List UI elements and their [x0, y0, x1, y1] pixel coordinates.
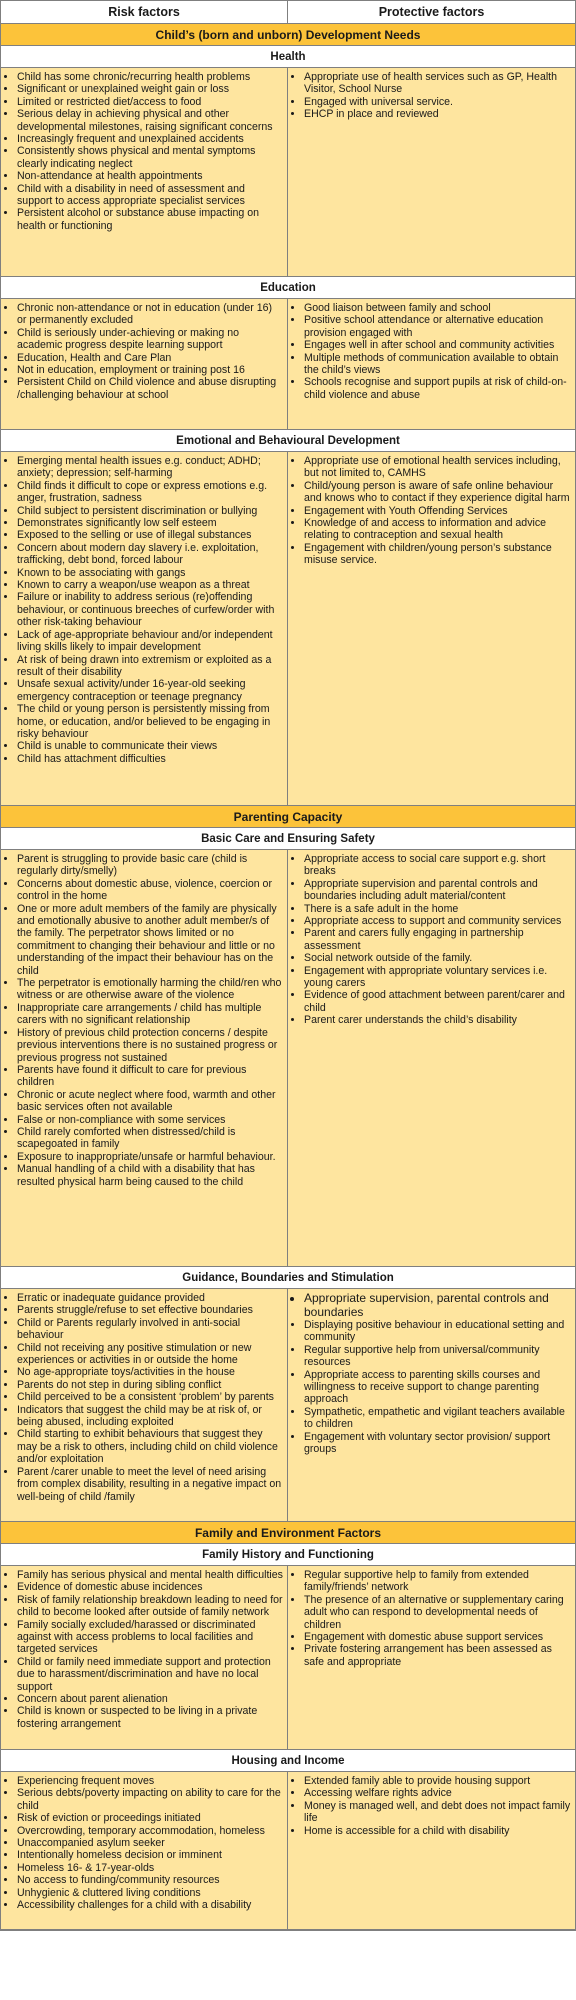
protective-factor-item: • Engagement with voluntary sector provision/ support groups	[304, 1431, 571, 1456]
risk-factor-item: • Unsafe sexual activity/under 16-year-old seeking emergency contraception or teenage pregnancy	[17, 678, 283, 703]
protective-factor-item: • Parent carer understands the child’s disability	[304, 1014, 571, 1026]
risk-factor-item: • Increasingly frequent and unexplained accidents	[17, 133, 283, 145]
subsection-heading-health: Health	[1, 46, 575, 68]
risk-factor-item: • Known to be associating with gangs	[17, 567, 283, 579]
factors-row	[1, 850, 575, 1267]
protective-factor-item: • Home is accessible for a child with disability	[304, 1825, 571, 1837]
risk-factor-item: • Child rarely comforted when distressed/child is scapegoated in family	[17, 1126, 283, 1151]
subsection-heading-basic-care-and-ensuring-safety: Basic Care and Ensuring Safety	[1, 828, 575, 850]
risk-factors-cell	[1, 1566, 288, 1749]
section-heading-family-and-environment-factors: Family and Environment Factors	[1, 1522, 575, 1544]
risk-factor-item: • Child not receiving any positive stimulation or new experiences or activities in or outside the home	[17, 1342, 283, 1367]
protective-factors-cell	[288, 850, 575, 1266]
risk-factors-list	[1, 1566, 287, 1732]
risk-factors-header: Risk factors	[1, 1, 288, 23]
protective-factor-item: • Appropriate supervision and parental controls and boundaries including adult material/content	[304, 878, 571, 903]
protective-factor-item: • Displaying positive behaviour in educational setting and community	[304, 1319, 571, 1344]
risk-factors-list	[1, 299, 287, 403]
risk-factor-item: • Child finds it difficult to cope or express emotions e.g. anger, frustration, sadness	[17, 480, 283, 505]
protective-factors-list	[288, 452, 575, 569]
protective-factors-cell	[288, 1289, 575, 1521]
protective-factor-item: • Parent and carers fully engaging in partnership assessment	[304, 927, 571, 952]
risk-factor-item: • Unaccompanied asylum seeker	[17, 1837, 283, 1849]
risk-factor-item: • History of previous child protection concerns / despite previous interventions there is no sustained progress or previous progress not sustained	[17, 1027, 283, 1064]
protective-factor-item: • Schools recognise and support pupils at risk of child-on-child violence and abuse	[304, 376, 571, 401]
risk-factor-item: • Child perceived to be a consistent ‘problem’ by parents	[17, 1391, 283, 1403]
protective-factors-header: Protective factors	[288, 1, 575, 23]
protective-factor-item: • Money is managed well, and debt does not impact family life	[304, 1800, 571, 1825]
risk-factors-list	[1, 68, 287, 234]
risk-factor-item: • Persistent Child on Child violence and abuse disrupting /challenging behaviour at school	[17, 376, 283, 401]
risk-factor-item: • Manual handling of a child with a disability that has resulted physical harm being caused to the child	[17, 1163, 283, 1188]
risk-factor-item: • Indicators that suggest the child may be at risk of, or being abused, including exploited	[17, 1404, 283, 1429]
risk-factor-item: • Lack of age-appropriate behaviour and/or independent living skills likely to impair development	[17, 629, 283, 654]
risk-factor-item: • Child has some chronic/recurring health problems	[17, 71, 283, 83]
protective-factor-item: • Regular supportive help from universal/community resources	[304, 1344, 571, 1369]
risk-factor-item: • No access to funding/community resources	[17, 1874, 283, 1886]
protective-factor-item: • Engagement with Youth Offending Services	[304, 505, 571, 517]
risk-factor-item: • False or non-compliance with some services	[17, 1114, 283, 1126]
risk-factor-item: • Persistent alcohol or substance abuse impacting on health or functioning	[17, 207, 283, 232]
risk-factor-item: • Not in education, employment or training post 16	[17, 364, 283, 376]
risk-factors-list	[1, 1289, 287, 1505]
protective-factor-item: • Social network outside of the family.	[304, 952, 571, 964]
protective-factors-cell	[288, 1566, 575, 1749]
protective-factors-cell	[288, 1772, 575, 1929]
risk-factor-item: • Child starting to exhibit behaviours that suggest they may be a risk to others, including child on child violence and/or exploitation	[17, 1428, 283, 1465]
risk-factor-item: • At risk of being drawn into extremism or exploited as a result of their disability	[17, 654, 283, 679]
protective-factor-item: • Engagement with children/young person’s substance misuse service.	[304, 542, 571, 567]
risk-factor-item: • Chronic or acute neglect where food, warmth and other basic services often not available	[17, 1089, 283, 1114]
risk-factor-item: • Inappropriate care arrangements / child has multiple carers with no significant relationship	[17, 1002, 283, 1027]
risk-factors-list	[1, 452, 287, 767]
risk-factors-cell	[1, 68, 288, 276]
protective-factor-item: • EHCP in place and reviewed	[304, 108, 571, 120]
risk-factor-item: • Accessibility challenges for a child with a disability	[17, 1899, 283, 1911]
subsection-heading-education: Education	[1, 277, 575, 299]
risk-factor-item: • Child has attachment difficulties	[17, 753, 283, 765]
risk-factor-item: • Parents do not step in during sibling conflict	[17, 1379, 283, 1391]
protective-factor-item: • Engages well in after school and community activities	[304, 339, 571, 351]
protective-factors-list	[288, 68, 575, 123]
risk-factor-item: • Child with a disability in need of assessment and support to access appropriate specialist services	[17, 183, 283, 208]
risk-factor-item: • Intentionally homeless decision or imminent	[17, 1849, 283, 1861]
factors-row	[1, 1772, 575, 1930]
factors-row	[1, 1566, 575, 1750]
risk-factor-item: • One or more adult members of the family are physically and emotionally abusive to another adult member/s of the family. The perpetrator shows limited or no commitment to changing their behaviour and little or no understanding of the impact their behaviour has on the child	[17, 903, 283, 977]
protective-factor-item: • Appropriate access to support and community services	[304, 915, 571, 927]
protective-factors-list	[288, 1289, 575, 1457]
risk-factor-item: • Homeless 16- & 17-year-olds	[17, 1862, 283, 1874]
risk-factor-item: • Child subject to persistent discrimination or bullying	[17, 505, 283, 517]
protective-factor-item: • Good liaison between family and school	[304, 302, 571, 314]
protective-factor-item: • The presence of an alternative or supplementary caring adult who can respond to developmental needs of children	[304, 1594, 571, 1631]
risk-factors-cell	[1, 452, 288, 805]
risk-factors-cell	[1, 299, 288, 429]
risk-factor-item: • Exposed to the selling or use of illegal substances	[17, 529, 283, 541]
risk-factor-item: • Significant or unexplained weight gain or loss	[17, 83, 283, 95]
risk-factor-item: • Erratic or inadequate guidance provided	[17, 1292, 283, 1304]
table-body	[1, 24, 575, 1930]
factors-row	[1, 452, 575, 806]
risk-factor-item: • Child is seriously under-achieving or making no academic progress despite learning support	[17, 327, 283, 352]
risk-factor-item: • Non-attendance at health appointments	[17, 170, 283, 182]
risk-factor-item: • Parents struggle/refuse to set effective boundaries	[17, 1304, 283, 1316]
protective-factors-list	[288, 1566, 575, 1670]
risk-factor-item: • Evidence of domestic abuse incidences	[17, 1581, 283, 1593]
factors-row	[1, 68, 575, 277]
protective-factors-list	[288, 1772, 575, 1839]
risk-factors-list	[1, 1772, 287, 1913]
risk-factor-item: • Family has serious physical and mental health difficulties	[17, 1569, 283, 1581]
risk-factor-item: • The child or young person is persistently missing from home, or education, and/or believed to be engaging in risky behaviour	[17, 703, 283, 740]
protective-factor-item: • Child/young person is aware of safe online behaviour and knows who to contact if they experience digital harm	[304, 480, 571, 505]
protective-factors-cell	[288, 68, 575, 276]
risk-factor-item: • Known to carry a weapon/use weapon as a threat	[17, 579, 283, 591]
protective-factor-item: • Extended family able to provide housing support	[304, 1775, 571, 1787]
table-header-row	[1, 1, 575, 24]
protective-factors-cell	[288, 299, 575, 429]
protective-factor-item: • Knowledge of and access to information and advice relating to contraception and sexual health	[304, 517, 571, 542]
risk-factor-item: • Parent /carer unable to meet the level of need arising from complex disability, resulting in a negative impact on well-being of child /family	[17, 1466, 283, 1503]
protective-factor-item: • Sympathetic, empathetic and vigilant teachers available to children	[304, 1406, 571, 1431]
protective-factor-item: • Appropriate use of emotional health services including, but not limited to, CAMHS	[304, 455, 571, 480]
risk-factors-cell	[1, 1289, 288, 1521]
risk-factor-item: • Child is known or suspected to be living in a private fostering arrangement	[17, 1705, 283, 1730]
protective-factor-item: • Evidence of good attachment between parent/carer and child	[304, 989, 571, 1014]
risk-factor-item: • No age-appropriate toys/activities in the house	[17, 1366, 283, 1378]
risk-factor-item: • Child is unable to communicate their views	[17, 740, 283, 752]
risk-factor-item: • Serious delay in achieving physical and other developmental milestones, raising significant concerns	[17, 108, 283, 133]
risk-factor-item: • Parents have found it difficult to care for previous children	[17, 1064, 283, 1089]
risk-factor-item: • Risk of family relationship breakdown leading to need for child to become looked after outside of family network	[17, 1594, 283, 1619]
subsection-heading-housing-and-income: Housing and Income	[1, 1750, 575, 1772]
risk-factor-item: • Unhygienic & cluttered living conditions	[17, 1887, 283, 1899]
protective-factor-item: • Appropriate supervision, parental controls and boundaries	[304, 1292, 571, 1319]
protective-factor-item: • Engagement with domestic abuse support services	[304, 1631, 571, 1643]
protective-factor-item: • Regular supportive help to family from extended family/friends’ network	[304, 1569, 571, 1594]
risk-factor-item: • Consistently shows physical and mental symptoms clearly indicating neglect	[17, 145, 283, 170]
risk-factors-cell	[1, 850, 288, 1266]
risk-factor-item: • Serious debts/poverty impacting on ability to care for the child	[17, 1787, 283, 1812]
subsection-heading-emotional-and-behavioural-development: Emotional and Behavioural Development	[1, 430, 575, 452]
risk-factor-item: • Child or Parents regularly involved in anti-social behaviour	[17, 1317, 283, 1342]
risk-factor-item: • Concerns about domestic abuse, violence, coercion or control in the home	[17, 878, 283, 903]
risk-factor-item: • Demonstrates significantly low self esteem	[17, 517, 283, 529]
protective-factors-cell	[288, 452, 575, 805]
risk-factor-item: • Concern about parent alienation	[17, 1693, 283, 1705]
section-heading-parenting-capacity: Parenting Capacity	[1, 806, 575, 828]
risk-factor-item: • Parent is struggling to provide basic care (child is regularly dirty/smelly)	[17, 853, 283, 878]
risk-factor-item: • Child or family need immediate support and protection due to harassment/discrimination and have no local support	[17, 1656, 283, 1693]
risk-factor-item: • Chronic non-attendance or not in education (under 16) or permanently excluded	[17, 302, 283, 327]
risk-factor-item: • The perpetrator is emotionally harming the child/ren who witness or are otherwise aware of the violence	[17, 977, 283, 1002]
protective-factor-item: • Accessing welfare rights advice	[304, 1787, 571, 1799]
risk-factor-item: • Emerging mental health issues e.g. conduct; ADHD; anxiety; depression; self-harming	[17, 455, 283, 480]
risk-factor-item: • Risk of eviction or proceedings initiated	[17, 1812, 283, 1824]
risk-factor-item: • Exposure to inappropriate/unsafe or harmful behaviour.	[17, 1151, 283, 1163]
factors-row	[1, 299, 575, 430]
protective-factors-list	[288, 299, 575, 403]
protective-factor-item: • Private fostering arrangement has been assessed as safe and appropriate	[304, 1643, 571, 1668]
subsection-heading-family-history-and-functioning: Family History and Functioning	[1, 1544, 575, 1566]
risk-factors-cell	[1, 1772, 288, 1929]
risk-factor-item: • Overcrowding, temporary accommodation, homeless	[17, 1825, 283, 1837]
subsection-heading-guidance-boundaries-and-stimulation: Guidance, Boundaries and Stimulation	[1, 1267, 575, 1289]
risk-factor-item: • Experiencing frequent moves	[17, 1775, 283, 1787]
protective-factor-item: • There is a safe adult in the home	[304, 903, 571, 915]
risk-factor-item: • Failure or inability to address serious (re)offending behaviour, or continuous breeches of curfew/order with other risk-taking behaviour	[17, 591, 283, 628]
protective-factor-item: • Multiple methods of communication available to obtain the child’s views	[304, 352, 571, 377]
protective-factor-item: • Appropriate use of health services such as GP, Health Visitor, School Nurse	[304, 71, 571, 96]
risk-factors-list	[1, 850, 287, 1190]
protective-factor-item: • Appropriate access to parenting skills courses and willingness to receive support to change parenting approach	[304, 1369, 571, 1406]
protective-factor-item: • Positive school attendance or alternative education provision engaged with	[304, 314, 571, 339]
risk-factor-item: • Concern about modern day slavery i.e. exploitation, trafficking, debt bond, forced labour	[17, 542, 283, 567]
risk-factor-item: • Education, Health and Care Plan	[17, 352, 283, 364]
factors-row	[1, 1289, 575, 1522]
risk-factor-item: • Limited or restricted diet/access to food	[17, 96, 283, 108]
protective-factors-list	[288, 850, 575, 1029]
protective-factor-item: • Engagement with appropriate voluntary services i.e. young carers	[304, 965, 571, 990]
protective-factor-item: • Appropriate access to social care support e.g. short breaks	[304, 853, 571, 878]
risk-factor-item: • Family socially excluded/harassed or discriminated against with access problems to local facilities and targeted services	[17, 1619, 283, 1656]
section-heading-child-s-born-and-unborn-development-needs: Child’s (born and unborn) Development Needs	[1, 24, 575, 46]
protective-factor-item: • Engaged with universal service.	[304, 96, 571, 108]
